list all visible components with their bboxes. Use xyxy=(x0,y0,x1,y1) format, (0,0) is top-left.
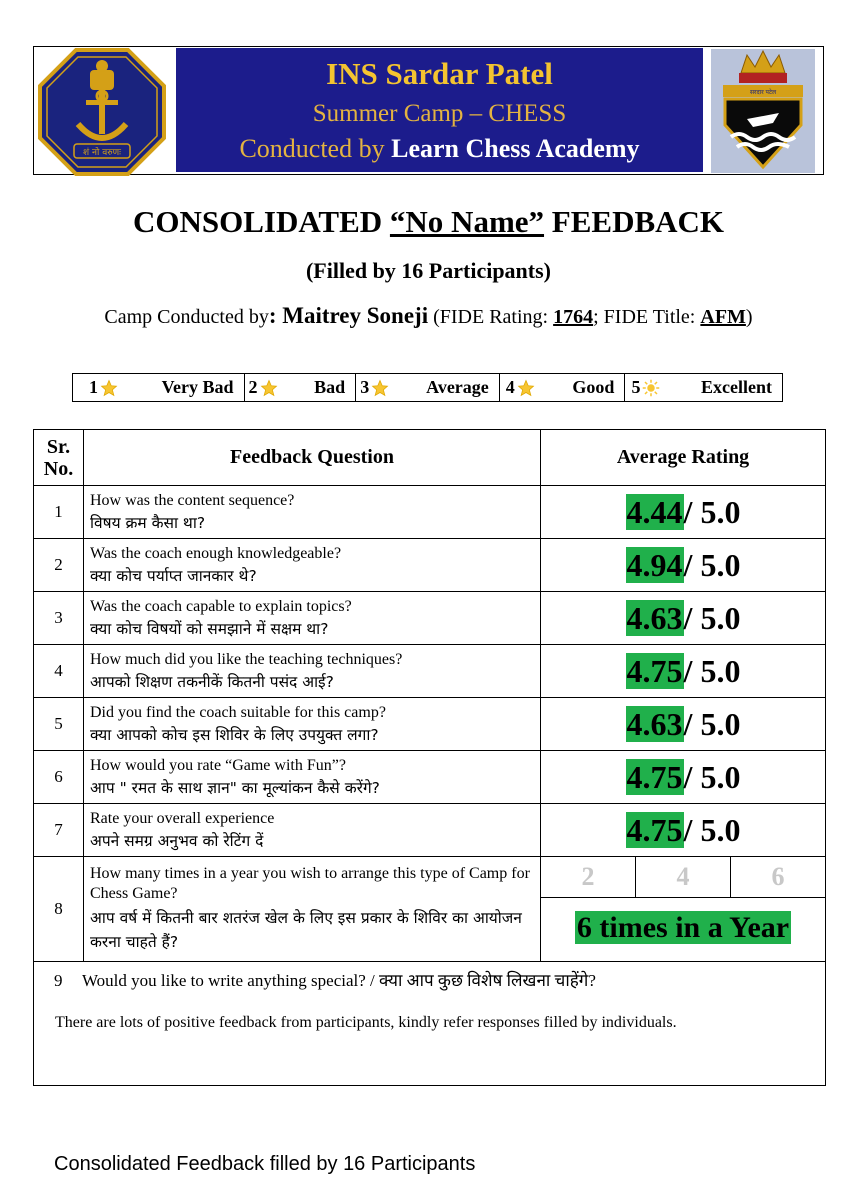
question-cell xyxy=(84,804,541,857)
average-rating-value: 4.44 xyxy=(626,493,683,530)
question-english: How many times in a year you wish to arrange this type of Camp for Chess Game? xyxy=(90,865,530,902)
rating-cell xyxy=(541,804,826,857)
academy-name: Learn Chess Academy xyxy=(391,134,640,163)
question-english: Did you find the coach suitable for this camp? xyxy=(90,704,386,721)
scale-number: 4 xyxy=(505,377,515,397)
question-cell xyxy=(84,539,541,592)
question-hindi: आप वर्ष में कितनी बार शतरंज खेल के लिए इस प्रकार के शिविर का आयोजन करना चाहते हैं? xyxy=(90,909,522,951)
question-english: How was the content sequence? xyxy=(90,492,295,509)
banner-subtitle: Summer Camp – CHESS xyxy=(312,100,567,127)
comments-cell xyxy=(34,962,826,1086)
rating-max: / 5.0 xyxy=(683,758,741,795)
table-row xyxy=(34,804,826,857)
scale-label: Average xyxy=(426,377,489,397)
rating-cell xyxy=(541,486,826,539)
scale-item xyxy=(73,374,245,401)
frequency-option: 2 xyxy=(541,857,636,897)
table-row xyxy=(34,592,826,645)
star-icon xyxy=(260,379,278,397)
frequency-options xyxy=(541,857,825,898)
question-hindi: आप " रमत के साथ ज्ञान" का मूल्यांकन कैसे करेंगे? xyxy=(90,779,380,797)
rating-max: / 5.0 xyxy=(683,599,741,636)
row-number: 2 xyxy=(34,539,84,592)
scale-item xyxy=(625,374,782,401)
comments-question-text: Would you like to write anything special? / क्या आप कुछ विशेष लिखना चाहेंगे? xyxy=(82,971,596,990)
scale-number: 5 xyxy=(631,377,641,397)
title-prefix: CONSOLIDATED xyxy=(132,204,390,239)
question-english: How much did you like the teaching techniques? xyxy=(90,651,403,668)
rating-cell xyxy=(541,592,826,645)
rating-scale-legend xyxy=(72,373,783,402)
scale-label: Very Bad xyxy=(161,377,234,397)
question-hindi: क्या आपको कोच इस शिविर के लिए उपयुक्त लगा? xyxy=(90,726,379,744)
frequency-answer: 6 times in a Year xyxy=(576,911,790,944)
frequency-option: 4 xyxy=(636,857,731,897)
scale-item xyxy=(356,374,500,401)
crest-name: सरदार पटेल xyxy=(749,89,777,96)
table-row-comments xyxy=(34,962,826,1086)
star-icon xyxy=(371,379,389,397)
table-row-frequency xyxy=(34,857,826,962)
table-row xyxy=(34,486,826,539)
row-number: 6 xyxy=(34,751,84,804)
title-no-name: “No Name” xyxy=(389,204,545,239)
document-title xyxy=(0,204,857,240)
conductor-prefix: Conducted by xyxy=(239,134,392,163)
header-average-rating: Average Rating xyxy=(541,430,826,486)
fide-title-label: ; FIDE Title: xyxy=(593,306,701,328)
fide-title-value: AFM xyxy=(700,306,746,328)
sparkle-icon xyxy=(642,379,660,397)
scale-label: Excellent xyxy=(701,377,772,397)
average-rating-value: 4.75 xyxy=(626,811,683,848)
question-hindi: क्या कोच विषयों को समझाने में सक्षम था? xyxy=(90,620,329,638)
question-cell xyxy=(84,751,541,804)
star-icon xyxy=(517,379,535,397)
coach-close-paren: ) xyxy=(745,306,753,328)
row-number: 3 xyxy=(34,592,84,645)
participants-subtitle: (Filled by 16 Participants) xyxy=(305,258,552,283)
scale-label: Good xyxy=(572,377,615,397)
question-hindi: विषय क्रम कैसा था? xyxy=(90,514,206,532)
header-sr-no: Sr. No. xyxy=(34,430,84,486)
comments-question xyxy=(34,968,825,991)
scale-item xyxy=(500,374,626,401)
average-rating-value: 4.94 xyxy=(626,546,683,583)
question-hindi: अपने समग्र अनुभव को रेटिंग दें xyxy=(90,832,264,850)
banner-conductor xyxy=(176,134,703,164)
average-rating-value: 4.75 xyxy=(626,758,683,795)
frequency-option: 6 xyxy=(771,862,785,891)
rating-max: / 5.0 xyxy=(683,546,741,583)
frequency-answer-wrap xyxy=(541,898,825,945)
question-cell xyxy=(84,592,541,645)
table-row xyxy=(34,751,826,804)
question-english: How would you rate “Game with Fun”? xyxy=(90,757,346,774)
table-header-row xyxy=(34,430,826,486)
question-english: Was the coach enough knowledgeable? xyxy=(90,545,342,562)
scale-label: Bad xyxy=(314,377,346,397)
fide-rating-label: (FIDE Rating: xyxy=(428,306,554,328)
average-rating-value: 4.63 xyxy=(626,599,683,636)
average-rating-value: 4.63 xyxy=(626,705,683,742)
rating-max: / 5.0 xyxy=(683,811,741,848)
navy-emblem-logo xyxy=(38,48,166,176)
row-number: 5 xyxy=(34,698,84,751)
fide-rating-value: 1764 xyxy=(553,306,594,328)
star-icon xyxy=(100,379,118,397)
rating-max: / 5.0 xyxy=(683,652,741,689)
coach-name: : Maitrey Soneji xyxy=(268,303,429,328)
scale-number: 2 xyxy=(248,377,258,397)
row-number: 1 xyxy=(34,486,84,539)
table-row xyxy=(34,539,826,592)
row-number: 7 xyxy=(34,804,84,857)
coach-prefix: Camp Conducted by xyxy=(104,306,269,328)
rating-cell xyxy=(541,539,826,592)
table-row xyxy=(34,645,826,698)
title-banner xyxy=(176,48,703,172)
comments-answer: There are lots of positive feedback from participants, kindly refer responses filled by individuals. xyxy=(55,1014,677,1031)
question-cell xyxy=(84,857,541,962)
ship-crest-logo xyxy=(711,49,815,173)
header-question: Feedback Question xyxy=(84,430,541,486)
question-english: Was the coach capable to explain topics? xyxy=(90,598,352,615)
page-footer: Consolidated Feedback filled by 16 Participants xyxy=(54,1153,476,1175)
scale-number: 1 xyxy=(89,377,98,397)
average-rating-value: 4.75 xyxy=(626,652,683,689)
banner-title: INS Sardar Patel xyxy=(326,56,553,91)
rating-cell xyxy=(541,698,826,751)
question-hindi: क्या कोच पर्याप्त जानकार थे? xyxy=(90,567,257,585)
row-number: 9 xyxy=(54,971,63,990)
question-hindi: आपको शिक्षण तकनीकें कितनी पसंद आई? xyxy=(90,673,334,691)
question-english: Rate your overall experience xyxy=(90,810,275,827)
frequency-cell xyxy=(541,857,826,962)
emblem-motto: शं नो वरुणः xyxy=(83,148,121,158)
rating-cell xyxy=(541,645,826,698)
title-suffix: FEEDBACK xyxy=(544,204,725,239)
question-cell xyxy=(84,698,541,751)
feedback-table xyxy=(33,429,826,1086)
row-number: 8 xyxy=(34,857,84,962)
question-cell xyxy=(84,486,541,539)
rating-max: / 5.0 xyxy=(683,493,741,530)
rating-max: / 5.0 xyxy=(683,705,741,742)
table-row xyxy=(34,698,826,751)
scale-number: 3 xyxy=(360,377,370,397)
scale-item xyxy=(245,374,357,401)
rating-cell xyxy=(541,751,826,804)
row-number: 4 xyxy=(34,645,84,698)
coach-line xyxy=(0,303,857,329)
question-cell xyxy=(84,645,541,698)
